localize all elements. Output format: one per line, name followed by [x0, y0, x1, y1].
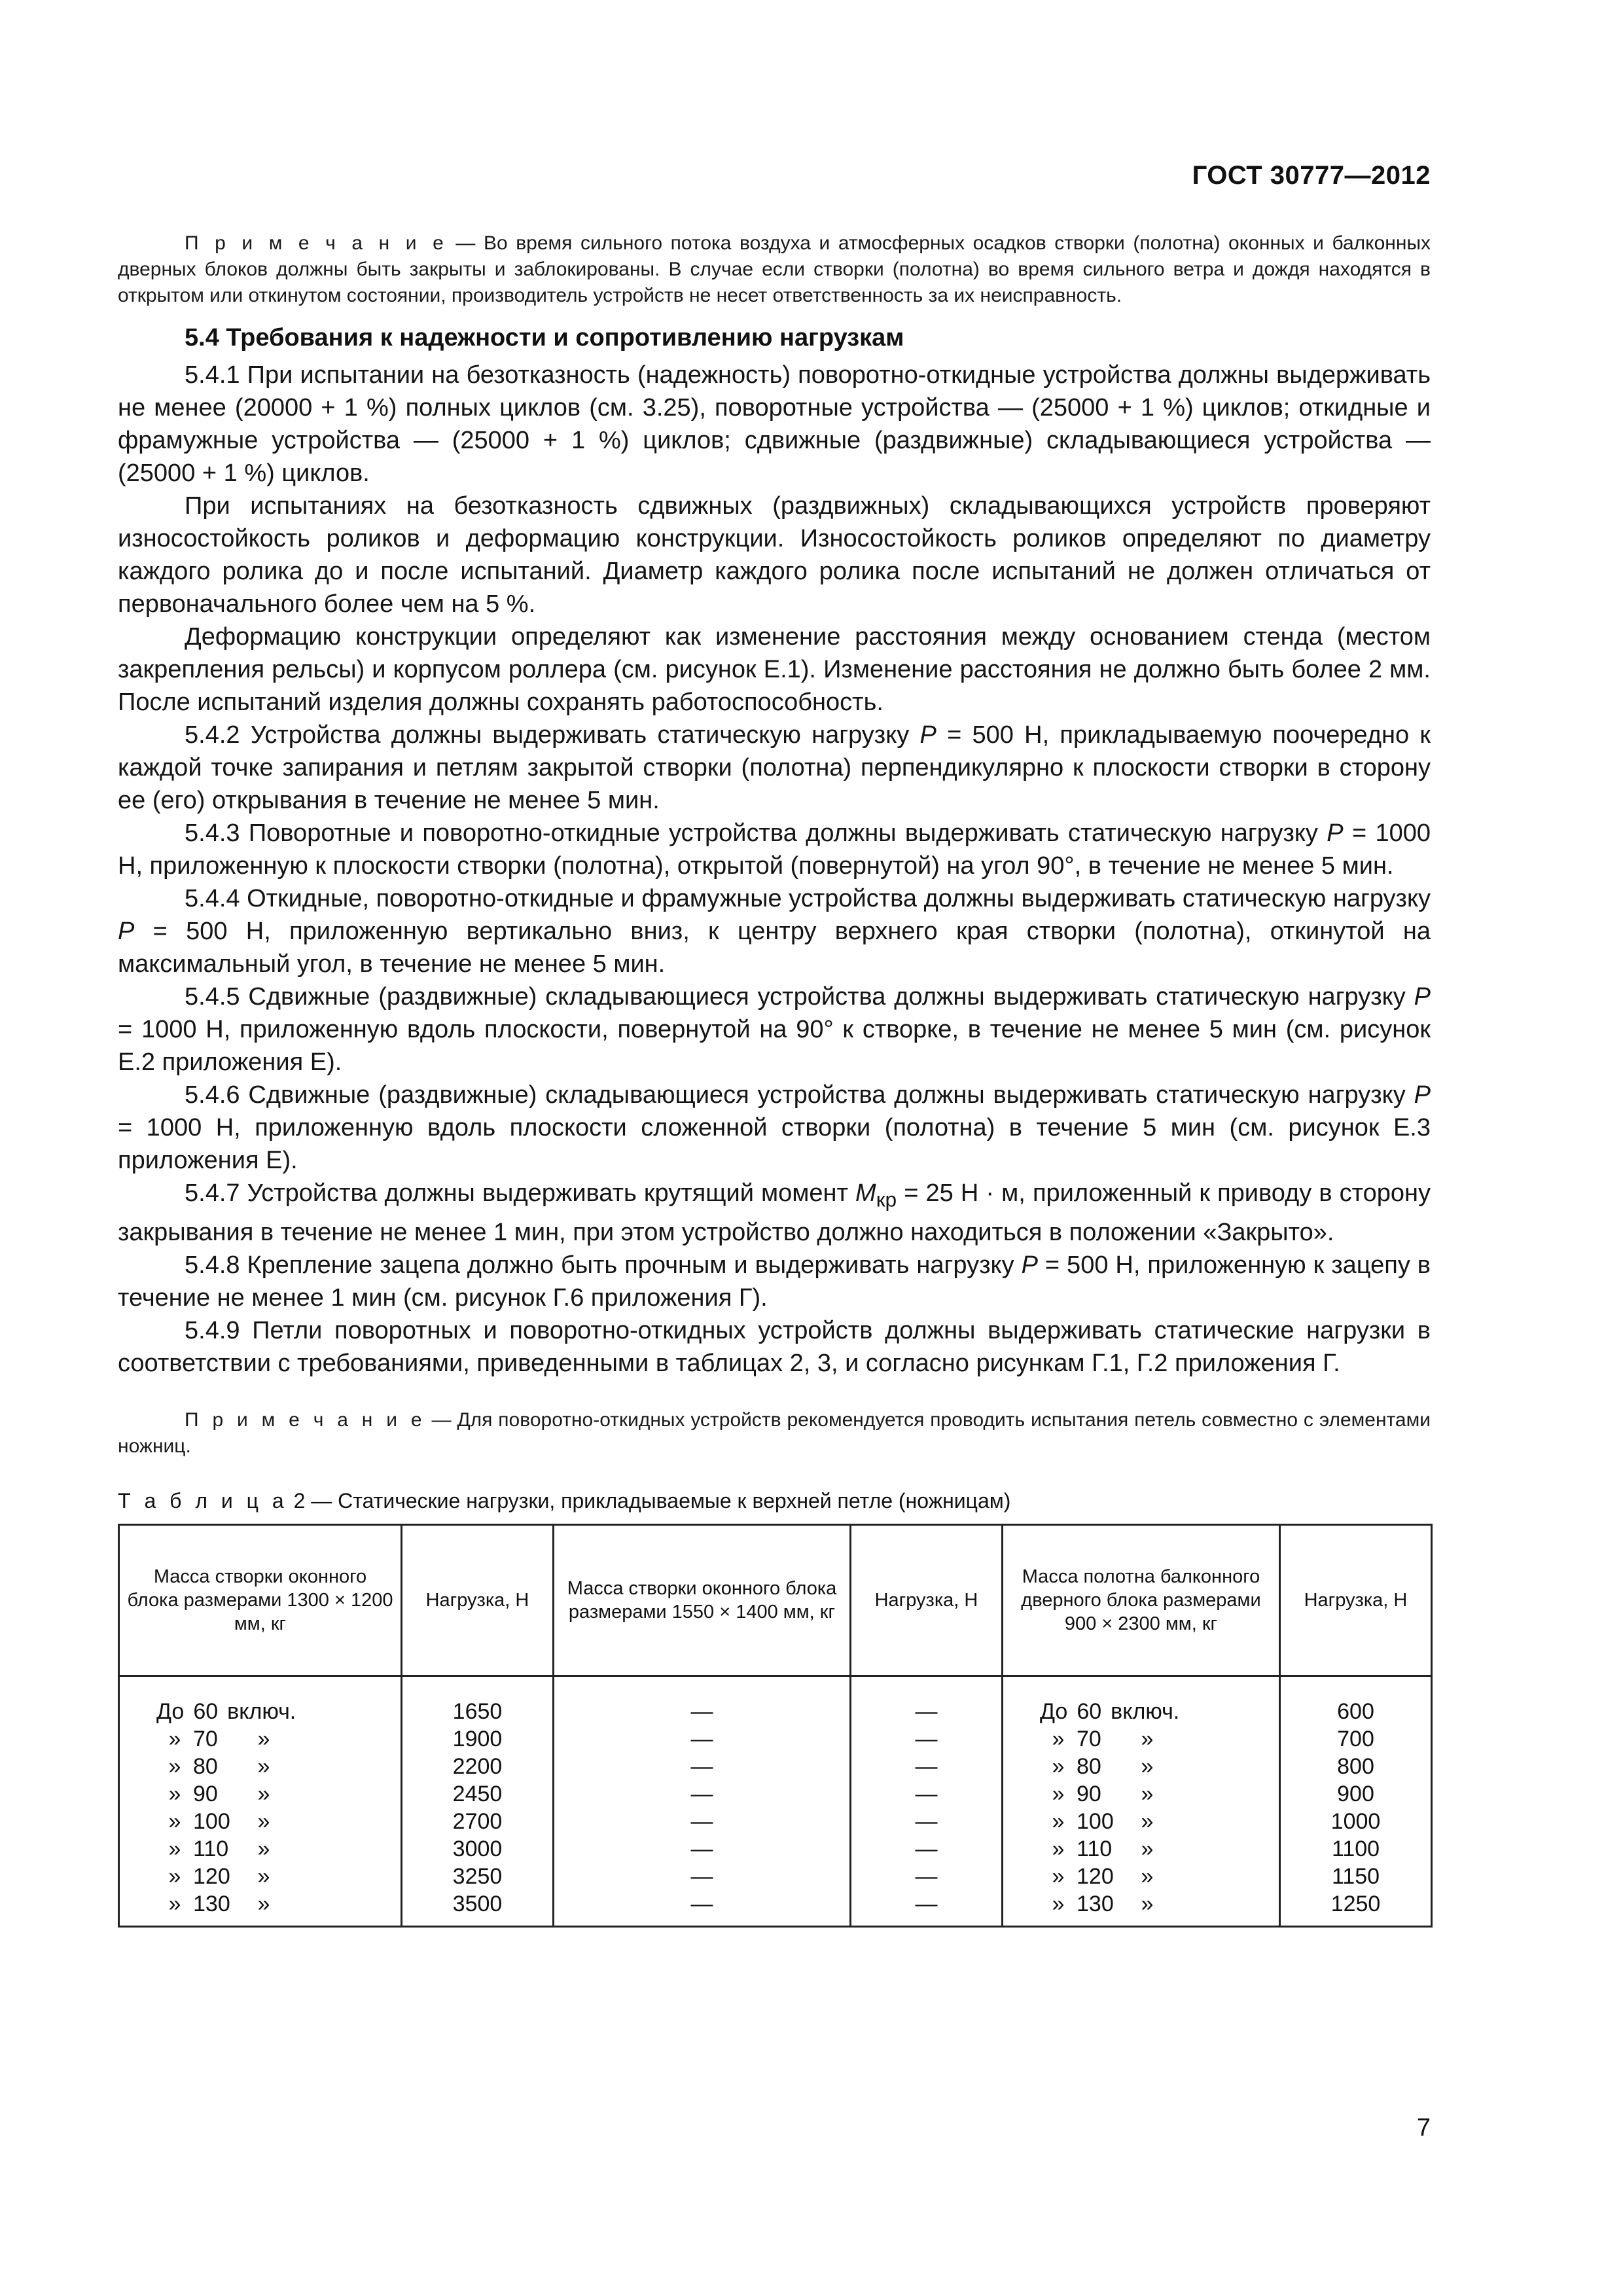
section-title: 5.4 Требования к надежности и сопротивлению нагрузкам — [185, 324, 904, 351]
mass-cell: До 60 включ. — [119, 1676, 402, 1725]
mass-cell: » 100 » — [119, 1808, 402, 1835]
load-cell: 1000 — [1280, 1808, 1432, 1835]
mass-cell: » 130 » — [119, 1890, 402, 1927]
load-cell: — — [851, 1863, 1003, 1890]
note-label: П р и м е ч а н и е — [185, 1408, 426, 1431]
mass-cell: » 80 » — [119, 1753, 402, 1780]
table-caption: Т а б л и ц а 2 — Статические нагрузки, прикладываемые к верхней петле (ножницам) — [118, 1488, 1011, 1513]
load-cell: 2450 — [402, 1780, 554, 1808]
load-cell: 900 — [1280, 1780, 1432, 1808]
loads-table — [118, 1524, 1433, 1928]
load-cell: 1900 — [402, 1725, 554, 1753]
load-cell: 1150 — [1280, 1863, 1432, 1890]
paragraph-5-4-1: 5.4.1 При испытании на безотказность (надежность) поворотно-откидные устройства должны выдерживать не менее (20000 + 1 %) полных циклов (см. 3.25), поворотные устройства — (25000 + 1 %) циклов; откидные и фрамужные устройства — (25000 + 1 %) циклов; сдвижные (раздвижные) складывающиеся устройства — (25000 + 1 %) циклов. — [118, 361, 1431, 487]
paragraph-5-4-5: 5.4.5 Сдвижные (раздвижные) складывающиеся устройства должны выдерживать статическую нагрузку P = 1000 Н, приложенную вдоль плоскости, повернутой на 90° к створке, в течение не менее 5 мин (см. рисунок Е.2 приложения Е). — [118, 983, 1431, 1076]
table-row — [119, 1835, 1432, 1863]
note-1 — [118, 230, 1431, 309]
mass-cell: » 110 » — [119, 1835, 402, 1863]
table-row — [119, 1676, 1432, 1725]
load-cell: 2200 — [402, 1753, 554, 1780]
mass-cell: — — [554, 1753, 851, 1780]
mass-cell: — — [554, 1863, 851, 1890]
note-label: П р и м е ч а н и е — [185, 232, 448, 254]
load-cell: 2700 — [402, 1808, 554, 1835]
mass-cell: — — [554, 1835, 851, 1863]
mass-cell: » 90 » — [1003, 1780, 1280, 1808]
table-header-row — [119, 1524, 1432, 1676]
mass-cell: » 70 » — [1003, 1725, 1280, 1753]
paragraph-5-4-4: 5.4.4 Откидные, поворотно-откидные и фрамужные устройства должны выдерживать статическую нагрузку P = 500 Н, приложенную вертикально вниз, к центру верхнего края створки (полотна), откинутой на максимальный угол, в течение не менее 5 мин. — [118, 885, 1431, 978]
mass-cell: » 120 » — [119, 1863, 402, 1890]
paragraph-5-4-2: 5.4.2 Устройства должны выдерживать статическую нагрузку P = 500 Н, прикладываемую поочередно к каждой точке запирания и петлям закрытой створки (полотна) перпендикулярно к плоскости створки в сторону ее (его) открывания в течение не менее 5 мин. — [118, 721, 1431, 814]
mass-cell: » 90 » — [119, 1780, 402, 1808]
paragraph-wear-test: При испытаниях на безотказность сдвижных (раздвижных) складывающихся устройств проверяют износостойкость роликов и деформацию конструкции. Износостойкость роликов определяют по диаметру каждого ролика до и после испытаний. Диаметр каждого ролика после испытаний не должен отличаться от первоначального более чем на 5 %. — [118, 492, 1431, 618]
table-row — [119, 1725, 1432, 1753]
column-header: Нагрузка, Н — [402, 1524, 554, 1676]
table-row — [119, 1808, 1432, 1835]
load-cell: — — [851, 1808, 1003, 1835]
mass-cell: — — [554, 1890, 851, 1927]
document-code: ГОСТ 30777—2012 — [1192, 161, 1431, 190]
load-cell: 600 — [1280, 1676, 1432, 1725]
paragraph-deformation: Деформацию конструкции определяют как изменение расстояния между основанием стенда (местом закрепления рельсы) и корпусом роллера (см. рисунок Е.1). Изменение расстояния не должно быть более 2 мм. После испытаний изделия должны сохранять работоспособность. — [118, 623, 1431, 716]
load-cell: — — [851, 1780, 1003, 1808]
load-cell: — — [851, 1676, 1003, 1725]
paragraph-5-4-7: 5.4.7 Устройства должны выдерживать крутящий момент $M_{кр} = 25$ Н · м, приложенный к приводу в сторону закрывания в течение не менее 1 мин, при этом устройство должно находиться в положении «Закрыто». — [118, 1179, 1431, 1246]
mass-cell: » 120 » — [1003, 1863, 1280, 1890]
mass-cell: — — [554, 1725, 851, 1753]
page-number: 7 — [1416, 2114, 1431, 2142]
column-header: Масса полотна балконного дверного блока размерами 900 × 2300 мм, кг — [1003, 1524, 1280, 1676]
load-cell: 3500 — [402, 1890, 554, 1927]
load-cell: 800 — [1280, 1753, 1432, 1780]
mass-cell: » 100 » — [1003, 1808, 1280, 1835]
table-row — [119, 1753, 1432, 1780]
page-content — [118, 230, 1431, 1928]
table-row — [119, 1780, 1432, 1808]
column-header: Масса створки оконного блока размерами 1550 × 1400 мм, кг — [554, 1524, 851, 1676]
mass-cell: — — [554, 1676, 851, 1725]
load-cell: — — [851, 1753, 1003, 1780]
paragraph-5-4-8: 5.4.8 Крепление зацепа должно быть прочным и выдерживать нагрузку P = 500 Н, приложенную к зацепу в течение не менее 1 мин (см. рисунок Г.6 приложения Г). — [118, 1251, 1431, 1312]
column-header: Нагрузка, Н — [851, 1524, 1003, 1676]
load-cell: — — [851, 1890, 1003, 1927]
load-cell: 3000 — [402, 1835, 554, 1863]
mass-cell: » 80 » — [1003, 1753, 1280, 1780]
paragraph-5-4-9: 5.4.9 Петли поворотных и поворотно-откидных устройств должны выдерживать статические нагрузки в соответствии с требованиями, приведенными в таблицах 2, 3, и согласно рисункам Г.1, Г.2 приложения Г. — [118, 1316, 1431, 1377]
column-header: Нагрузка, Н — [1280, 1524, 1432, 1676]
mass-cell: » 110 » — [1003, 1835, 1280, 1863]
column-header: Масса створки оконного блока размерами 1300 × 1200 мм, кг — [119, 1524, 402, 1676]
load-cell: 700 — [1280, 1725, 1432, 1753]
paragraph-5-4-3: 5.4.3 Поворотные и поворотно-откидные устройства должны выдерживать статическую нагрузку P = 1000 Н, приложенную к плоскости створки (полотна), открытой (повернутой) на угол 90°, в течение не менее 5 мин. — [118, 819, 1431, 880]
paragraph-5-4-6: 5.4.6 Сдвижные (раздвижные) складывающиеся устройства должны выдерживать статическую нагрузку P = 1000 Н, приложенную вдоль плоскости сложенной створки (полотна) в течение 5 мин (см. рисунок Е.3 приложения Е). — [118, 1081, 1431, 1174]
note-text: — Для поворотно-откидных устройств рекомендуется проводить испытания петель совместно с элементами ножниц. — [118, 1408, 1431, 1457]
load-cell: 1250 — [1280, 1890, 1432, 1927]
mass-cell: — — [554, 1808, 851, 1835]
load-cell: — — [851, 1725, 1003, 1753]
mass-cell: » 70 » — [119, 1725, 402, 1753]
load-cell: — — [851, 1835, 1003, 1863]
load-cell: 1100 — [1280, 1835, 1432, 1863]
note-text: — Во время сильного потока воздуха и атмосферных осадков створки (полотна) оконных и балконных дверных блоков должны быть закрыты и заблокированы. В случае если створки (полотна) во время сильного ветра и дождя находятся в открытом или откинутом состоянии, производитель устройств не несет ответственность за их неисправность. — [118, 232, 1431, 306]
mass-cell: — — [554, 1780, 851, 1808]
mass-cell: До 60 включ. — [1003, 1676, 1280, 1725]
note-2 — [118, 1407, 1431, 1460]
load-cell: 1650 — [402, 1676, 554, 1725]
load-cell: 3250 — [402, 1863, 554, 1890]
mass-cell: » 130 » — [1003, 1890, 1280, 1927]
table-row — [119, 1863, 1432, 1890]
table-row — [119, 1890, 1432, 1927]
